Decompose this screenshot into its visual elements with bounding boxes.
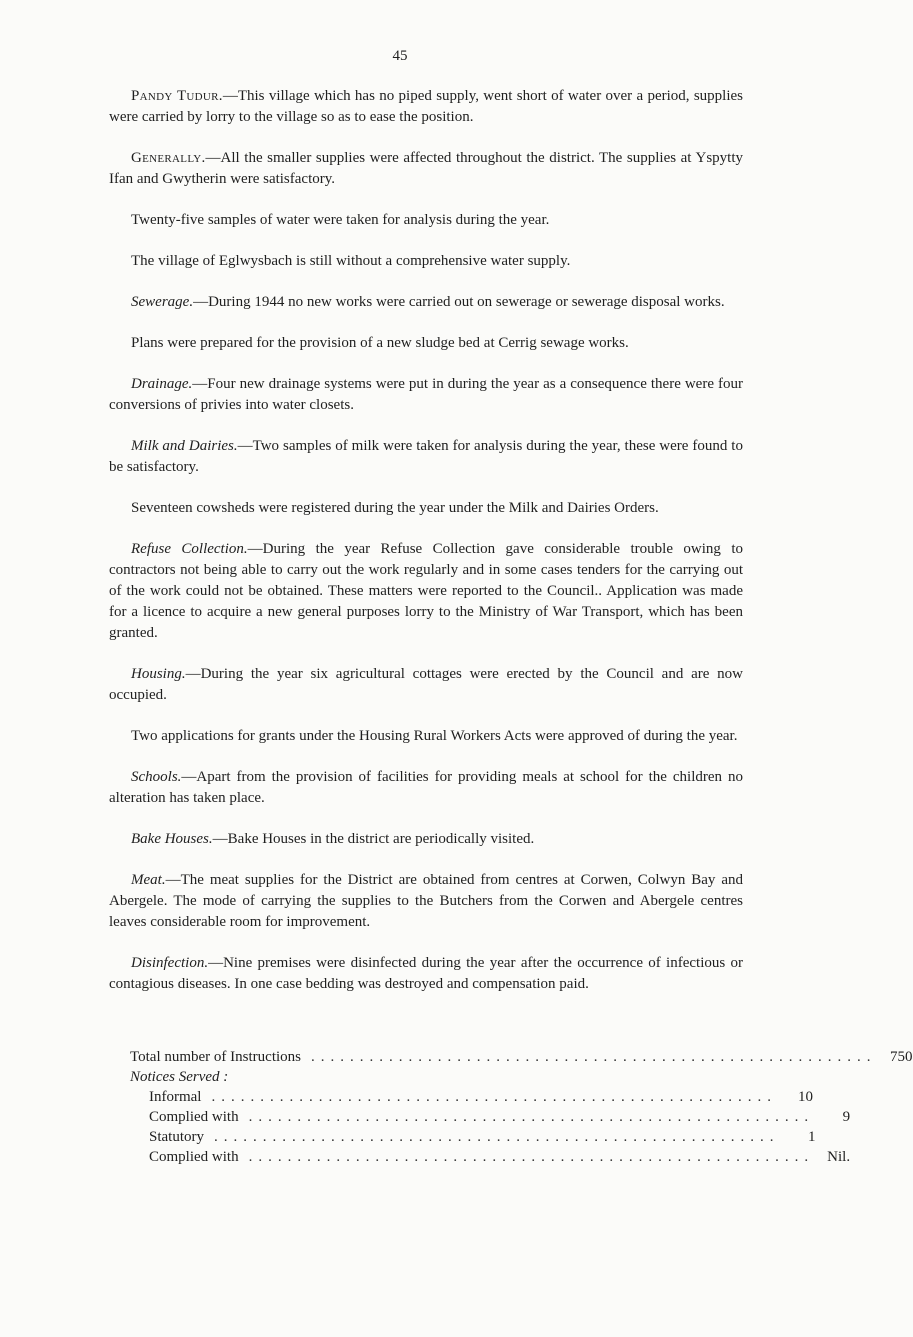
instructions-summary	[130, 1047, 913, 1167]
stat-row-notices	[130, 1067, 670, 1087]
paragraph-bake-houses	[109, 829, 743, 850]
paragraph-meat	[109, 870, 743, 933]
stat-row-informal-complied	[130, 1107, 851, 1127]
paragraph-cowsheds	[109, 498, 743, 519]
paragraph-drainage	[109, 374, 743, 416]
paragraph-heading: Generally.	[131, 150, 206, 166]
paragraph-text: —Bake Houses in the district are periodically visited.	[212, 831, 535, 847]
stat-value: Nil.	[827, 1149, 851, 1165]
stat-label: Informal	[149, 1089, 202, 1105]
stat-row-total	[130, 1047, 913, 1067]
stat-row-statutory-complied	[130, 1147, 851, 1167]
stat-value: 1	[808, 1129, 816, 1145]
paragraph-heading: Schools.	[131, 769, 182, 785]
report-body	[109, 86, 743, 1015]
dot-leader: ..........................................................	[248, 1149, 815, 1165]
paragraph-housing-grants	[109, 726, 743, 747]
paragraph-heading: Meat.	[131, 872, 166, 888]
paragraph-heading: Bake Houses.	[131, 831, 213, 847]
paragraph-text: —Four new drainage systems were put in during the year as a consequence there were four conversions of privies into water closets.	[109, 376, 743, 413]
paragraph-schools	[109, 767, 743, 809]
dot-leader: ..........................................................	[311, 1049, 877, 1065]
paragraph-water-samples	[109, 210, 743, 231]
paragraph-milk-dairies	[109, 436, 743, 478]
stat-value: 750	[890, 1049, 913, 1065]
stat-label: Total number of Instructions	[130, 1049, 301, 1065]
paragraph-heading: Pandy Tudur.	[131, 88, 223, 104]
paragraph-heading: Sewerage.	[131, 294, 194, 310]
paragraph-text: —All the smaller supplies were affected throughout the district. The supplies at Yspytty Ifan and Gwytherin were satisfactory.	[109, 150, 743, 187]
paragraph-heading: Drainage.	[131, 376, 193, 392]
paragraph-text: —Apart from the provision of facilities for providing meals at school for the children no alteration has taken place.	[109, 769, 743, 806]
stat-label: Statutory	[149, 1129, 204, 1145]
stat-row-informal	[130, 1087, 813, 1107]
paragraph-text: Plans were prepared for the provision of a new sludge bed at Cerrig sewage works.	[131, 335, 629, 351]
page-number: 45	[392, 48, 408, 64]
paragraph-text: —Two samples of milk were taken for analysis during the year, these were found to be satisfactory.	[109, 438, 743, 475]
paragraph-text: Seventeen cowsheds were registered during the year under the Milk and Dairies Orders.	[131, 500, 659, 516]
dot-leader: ..........................................................	[211, 1089, 777, 1105]
paragraph-text: —Nine premises were disinfected during the year after the occurrence of infectious or contagious diseases. In one case bedding was destroyed and compensation paid.	[109, 955, 743, 992]
paragraph-sludge-bed	[109, 333, 743, 354]
paragraph-text: Twenty-five samples of water were taken for analysis during the year.	[131, 212, 550, 228]
paragraph-text: —During the year six agricultural cottages were erected by the Council and are now occupied.	[109, 666, 743, 703]
paragraph-text: The village of Eglwysbach is still without a comprehensive water supply.	[131, 253, 571, 269]
paragraph-disinfection	[109, 953, 743, 995]
stat-label: Complied with	[149, 1109, 239, 1125]
paragraph-heading: Housing.	[131, 666, 186, 682]
paragraph-text: —The meat supplies for the District are obtained from centres at Corwen, Colwyn Bay and Abergele. The mode of carrying the supplies to the Butchers from the Corwen and Abergele centres leaves considerable room for improvement.	[109, 872, 743, 930]
paragraph-text: —This village which has no piped supply, went short of water over a period, supplies were carried by lorry to the village so as to ease the position.	[109, 88, 743, 125]
paragraph-eglwysbach	[109, 251, 743, 272]
dot-leader: ..........................................................	[248, 1109, 815, 1125]
paragraph-heading: Milk and Dairies.	[131, 438, 238, 454]
paragraph-text: —During 1944 no new works were carried out on sewerage or sewerage disposal works.	[193, 294, 725, 310]
paragraph-heading: Disinfection.	[131, 955, 209, 971]
dot-leader: ..........................................................	[214, 1129, 780, 1145]
paragraph-generally	[109, 148, 743, 190]
paragraph-heading: Refuse Collection.	[131, 541, 248, 557]
stat-value: 10	[797, 1089, 813, 1105]
paragraph-text: Two applications for grants under the Housing Rural Workers Acts were approved of during the year.	[131, 728, 738, 744]
paragraph-text: —During the year Refuse Collection gave considerable trouble owing to contractors not being able to carry out the work regularly and in some cases tenders for the carrying out of the work could not be obtained. These matters were reported to the Council.. Application was made for a licence to acquire a new general purposes lorry to the Ministry of War Transport, which has been granted.	[109, 541, 743, 641]
paragraph-pandy-tudur	[109, 86, 743, 128]
stat-value: 9	[842, 1109, 851, 1125]
paragraph-refuse-collection	[109, 539, 743, 644]
paragraph-housing	[109, 664, 743, 706]
stat-row-statutory	[130, 1127, 816, 1147]
paragraph-sewerage	[109, 292, 743, 313]
stat-label: Complied with	[149, 1149, 239, 1165]
stat-label: Notices Served :	[130, 1069, 229, 1085]
